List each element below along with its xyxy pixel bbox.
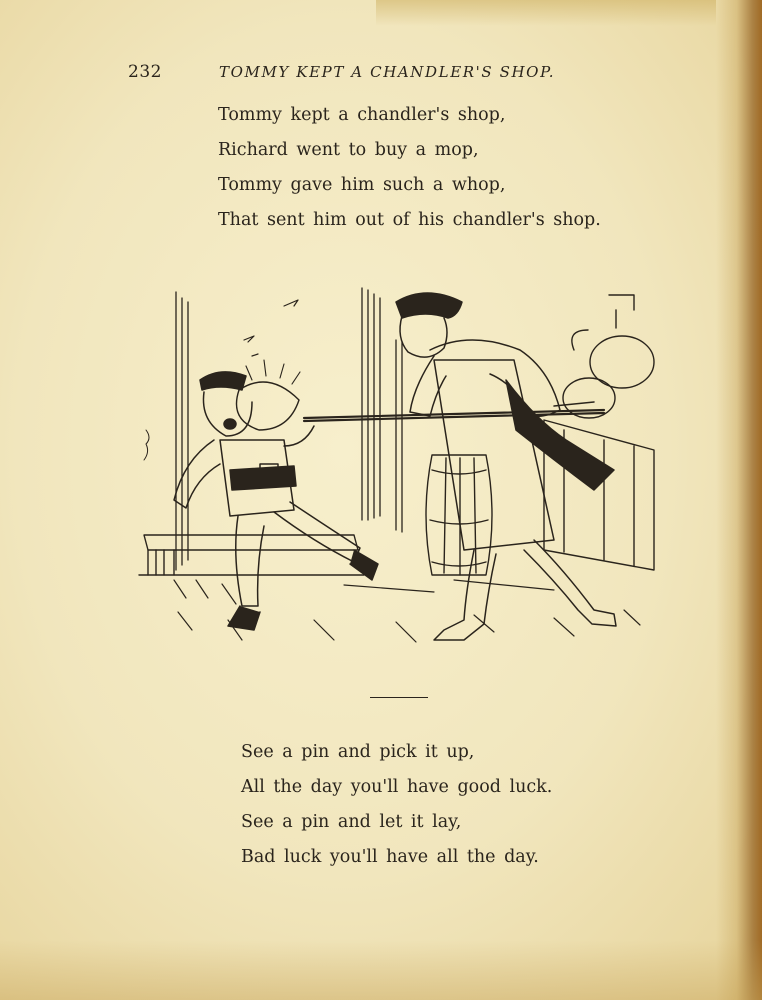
verse-line: Bad luck you'll have all the day. — [241, 847, 539, 867]
motion-marks — [244, 300, 298, 356]
running-title: TOMMY KEPT A CHANDLER'S SHOP. — [219, 63, 556, 81]
boy-figure — [174, 372, 378, 630]
rhyme-tommy-chandler — [218, 98, 601, 238]
verse-line: Richard went to buy a mop, — [218, 140, 479, 160]
section-divider — [370, 697, 428, 698]
page-spine-shadow — [716, 0, 762, 1000]
engraving-illustration — [134, 280, 664, 655]
verse-line: Tommy kept a chandler's shop, — [218, 105, 506, 125]
verse-line: Tommy gave him such a whop, — [218, 175, 506, 195]
shopkeeper-figure — [396, 293, 616, 640]
verse-line: All the day you'll have good luck. — [241, 777, 553, 797]
page-discoloration — [376, 0, 716, 26]
verse-line: That sent him out of his chandler's shop. — [218, 210, 601, 230]
page-number: 232 — [128, 62, 162, 82]
hanging-pots — [563, 295, 654, 418]
mop — [237, 360, 605, 430]
rhyme-see-a-pin — [241, 735, 552, 875]
bench — [139, 430, 364, 575]
verse-line: See a pin and let it lay, — [241, 812, 462, 832]
verse-line: See a pin and pick it up, — [241, 742, 475, 762]
page-edge-stain — [0, 940, 762, 1000]
shop-wall — [176, 288, 402, 570]
